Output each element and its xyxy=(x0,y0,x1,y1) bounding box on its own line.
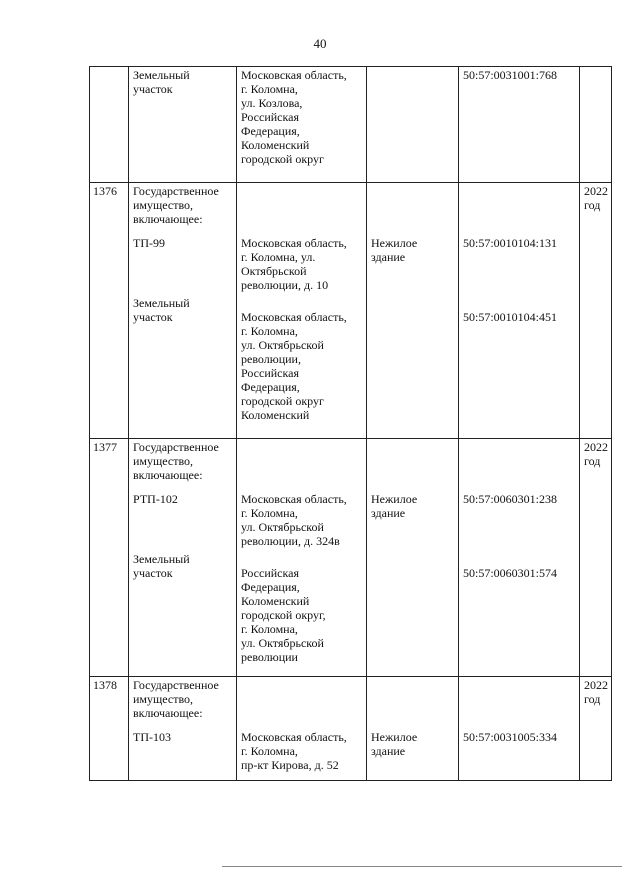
table-row xyxy=(90,677,612,781)
object-type-cell xyxy=(367,677,459,781)
object-address-cell xyxy=(237,183,367,439)
object-type-cell xyxy=(367,183,459,439)
object-address-cell xyxy=(237,677,367,781)
object-name: Государственное имущество, включающее: xyxy=(133,184,219,226)
sub-item-name: РТП-102 xyxy=(133,492,178,506)
row-number: 1378 xyxy=(90,677,129,781)
bottom-divider xyxy=(222,866,622,867)
property-table xyxy=(89,66,612,781)
cadastral-cell xyxy=(459,183,580,439)
object-name-cell xyxy=(129,183,237,439)
sub-item-address: Российская Федерация, Коломенский городской округ, г. Коломна, ул. Октябрьской революции xyxy=(241,566,326,664)
object-name: Государственное имущество, включающее: xyxy=(133,440,219,482)
object-address: Московская область, г. Коломна, ул. Козлова, Российская Федерация, Коломенский городской округ xyxy=(237,67,367,183)
object-type xyxy=(367,67,459,183)
year: 2022 год xyxy=(580,439,612,677)
year xyxy=(580,67,612,183)
sub-item-name: ТП-103 xyxy=(133,730,171,744)
sub-item-address: Московская область, г. Коломна, ул. Октябрьской революции, д. 324в xyxy=(241,492,347,548)
cadastral-cell xyxy=(459,677,580,781)
sub-item-name: ТП-99 xyxy=(133,236,165,250)
sub-item-address: Московская область, г. Коломна, ул. Октябрьской революции, д. 10 xyxy=(241,236,347,292)
row-number: 1376 xyxy=(90,183,129,439)
sub-item-type: Нежилое здание xyxy=(371,730,418,758)
year: 2022 год xyxy=(580,183,612,439)
sub-item-address: Московская область, г. Коломна, ул. Октябрьской революции, Российская Федерация, городской округ Коломенский xyxy=(241,310,347,422)
sub-item-name: Земельный участок xyxy=(133,552,190,580)
object-name-cell xyxy=(129,439,237,677)
sub-item-type: Нежилое здание xyxy=(371,492,418,520)
sub-item-address: Московская область, г. Коломна, пр-кт Кирова, д. 52 xyxy=(241,730,347,772)
table-row xyxy=(90,183,612,439)
sub-item-cadastral: 50:57:0060301:574 xyxy=(463,566,558,580)
object-name: Государственное имущество, включающее: xyxy=(133,678,219,720)
table-row xyxy=(90,439,612,677)
sub-item-cadastral: 50:57:0031005:334 xyxy=(463,730,558,744)
object-address-cell xyxy=(237,439,367,677)
object-name: Земельный участок xyxy=(129,67,237,183)
cadastral-cell xyxy=(459,439,580,677)
sub-item-cadastral: 50:57:0010104:131 xyxy=(463,236,558,250)
sub-item-name: Земельный участок xyxy=(133,296,190,324)
cadastral-number: 50:57:0031001:768 xyxy=(459,67,580,183)
row-number: 1377 xyxy=(90,439,129,677)
object-name-cell xyxy=(129,677,237,781)
table-row xyxy=(90,67,612,183)
sub-item-cadastral: 50:57:0010104:451 xyxy=(463,310,558,324)
object-type-cell xyxy=(367,439,459,677)
page-number: 40 xyxy=(313,36,327,51)
sub-item-cadastral: 50:57:0060301:238 xyxy=(463,492,558,506)
sub-item-type: Нежилое здание xyxy=(371,236,418,264)
year: 2022 год xyxy=(580,677,612,781)
row-number xyxy=(90,67,129,183)
